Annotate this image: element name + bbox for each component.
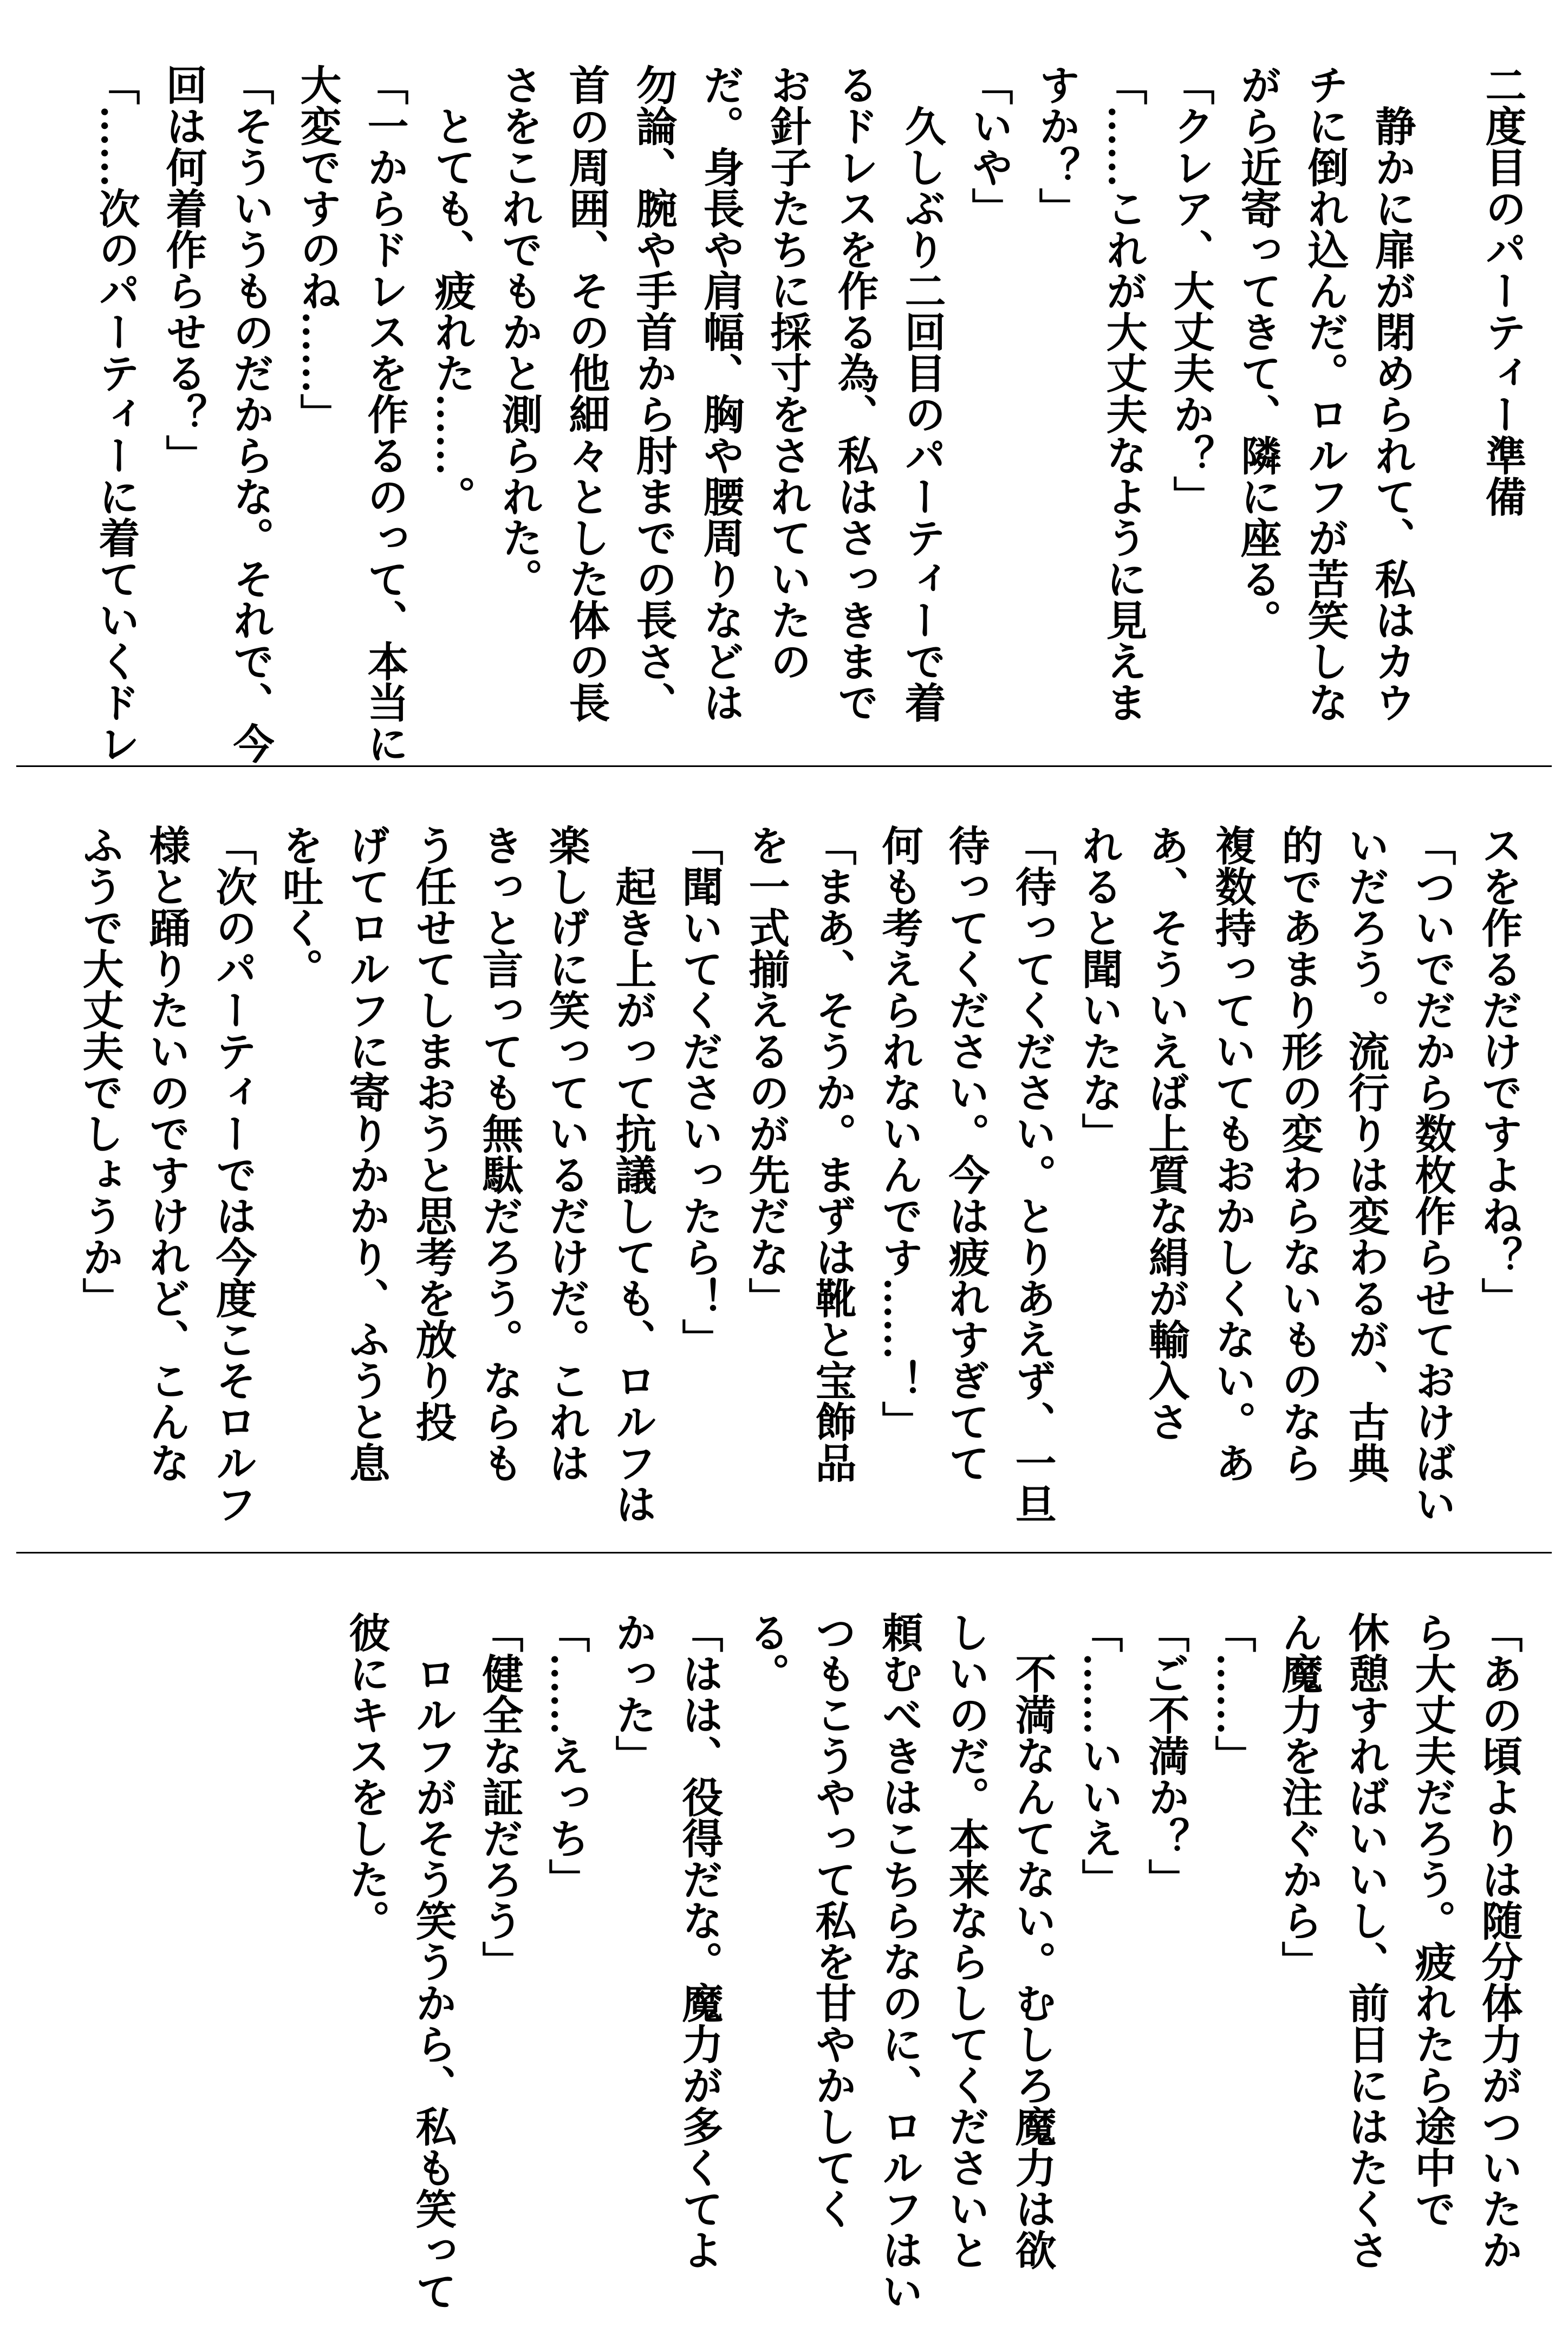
- text-line: 「一からドレスを作るのって、本当に: [361, 64, 407, 764]
- text-line: 「はは、役得だな。魔力が多くてよ: [676, 1611, 721, 2270]
- text-line: 複数持っていてもおかしくない。あ: [1209, 824, 1254, 1483]
- text-line: ふうで大丈夫でしょうか」: [76, 824, 122, 1318]
- text-line: とても、疲れた……。: [428, 64, 474, 517]
- text-line: げてロルフに寄りかかり、ふうと息: [343, 824, 388, 1483]
- text-line: つもこうやって私を甘やかしてく: [809, 1611, 855, 2229]
- text-line: を一式揃えるのが先だな」: [743, 824, 788, 1318]
- text-line: る。: [743, 1611, 788, 1694]
- text-line: さをこれでもかと測られた。: [496, 64, 541, 599]
- text-line: 不満なんてない。むしろ魔力は欲: [1009, 1611, 1055, 2270]
- text-line: ら大丈夫だろう。疲れたら途中で: [1409, 1611, 1454, 2229]
- text-line: 「まあ、そうか。まずは靴と宝飾品: [809, 824, 855, 1483]
- text-line: 「……これが大丈夫なように見えま: [1100, 64, 1146, 723]
- text-line: かった」: [609, 1611, 655, 1776]
- text-line: 「……えっち」: [543, 1611, 588, 1900]
- text-line: れると聞いたな」: [1076, 824, 1121, 1154]
- text-line: 「ご不満か？」: [1142, 1611, 1188, 1900]
- text-line: 「そういうものだからな。それで、今: [227, 64, 272, 764]
- text-line: 「ついでだから数枚作らせておけばい: [1409, 824, 1454, 1524]
- text-line: 何も考えられないんです……！」: [876, 824, 921, 1442]
- text-line: がら近寄ってきて、隣に座る。: [1234, 64, 1280, 640]
- text-line: お針子たちに採寸をされていたの: [764, 64, 810, 681]
- text-line: だ。身長や肩幅、胸や腰周りなどは: [697, 64, 743, 723]
- text-line: を吐く。: [276, 824, 322, 989]
- text-line: 頼むべきはこちらなのに、ロルフはい: [876, 1611, 921, 2311]
- text-line: 「……いいえ」: [1076, 1611, 1121, 1900]
- text-line: 彼にキスをした。: [343, 1611, 388, 1941]
- text-line: スを作るだけですよね？」: [1475, 824, 1521, 1318]
- text-line: 「……次のパーティーに着ていくドレ: [93, 64, 138, 764]
- text-line: 「待ってください。とりあえず、一旦: [1009, 824, 1055, 1524]
- text-line: 「聞いてくださいったら！」: [676, 824, 721, 1360]
- text-line: きっと言っても無駄だろう。ならも: [476, 824, 522, 1483]
- text-line: ん魔力を注ぐから」: [1276, 1611, 1321, 1982]
- text-line: 「次のパーティーでは今度こそロルフ: [210, 824, 255, 1524]
- divider-line: [16, 765, 1552, 767]
- text-line: 「いや」: [966, 64, 1011, 229]
- text-line: 「健全な証だろう」: [476, 1611, 522, 1982]
- text-line: あ、そういえば上質な絹が輸入さ: [1142, 824, 1188, 1442]
- text-line: 休憩すればいいし、前日にはたくさ: [1342, 1611, 1388, 2270]
- text-line: いだろう。流行りは変わるが、古典: [1342, 824, 1388, 1483]
- text-line: 楽しげに笑っているだけだ。これは: [543, 824, 588, 1483]
- text-line: 首の周囲、その他細々とした体の長: [563, 64, 608, 723]
- text-line: 起き上がって抗議しても、ロルフは: [609, 824, 655, 1524]
- text-line: 勿論、腕や手首から肘までの長さ、: [630, 64, 675, 723]
- text-line: 的であまり形の変わらないものなら: [1276, 824, 1321, 1483]
- text-line: 久しぶり二回目のパーティーで着: [899, 64, 944, 723]
- text-line: 回は何着作らせる？」: [160, 64, 205, 476]
- text-line: るドレスを作る為、私はさっきまで: [831, 64, 877, 723]
- divider-line: [16, 1552, 1552, 1554]
- text-line: 様と踊りたいのですけれど、こんな: [143, 824, 188, 1483]
- text-line: ロルフがそう笑うから、私も笑って: [409, 1611, 455, 2311]
- text-line: 大変ですのね……」: [294, 64, 340, 434]
- text-line: 「あの頃よりは随分体力がついたか: [1475, 1611, 1521, 2270]
- text-line: すか？」: [1033, 64, 1078, 229]
- text-line: 「……」: [1209, 1611, 1254, 1776]
- text-line: 静かに扉が閉められて、私はカウ: [1369, 64, 1414, 723]
- text-block-3: [332, 1611, 1531, 2316]
- text-line: チに倒れ込んだ。ロルフが苦笑しな: [1302, 64, 1347, 723]
- chapter-title: 二度目のパーティー準備: [1479, 64, 1525, 517]
- text-block-2: [66, 824, 1531, 1529]
- text-line: 「クレア、大丈夫か？」: [1167, 64, 1213, 517]
- text-block-1: [82, 64, 1536, 763]
- text-line: 待ってください。今は疲れすぎてて: [942, 824, 988, 1483]
- text-line: しいのだ。本来ならしてくださいと: [942, 1611, 988, 2270]
- text-line: う任せてしまおうと思考を放り投: [409, 824, 455, 1442]
